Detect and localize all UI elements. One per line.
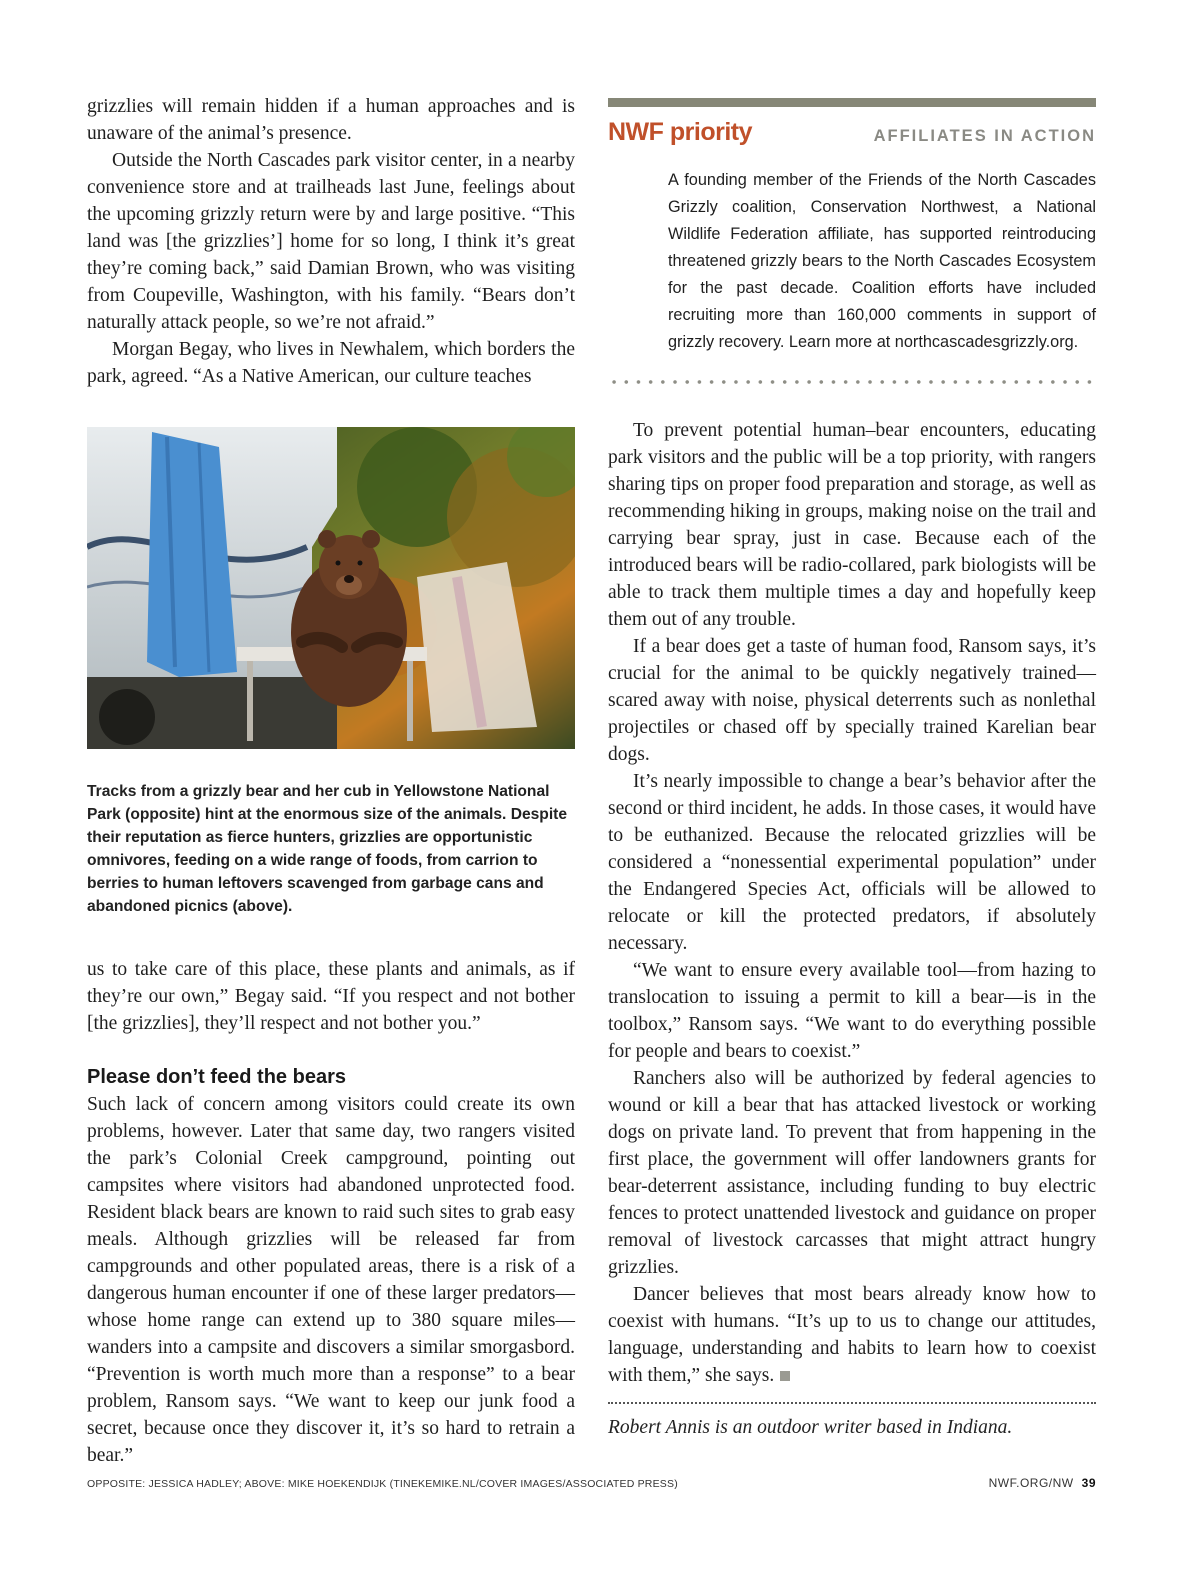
body-paragraph: Ranchers also will be authorized by federal agencies to wound or kill a bear that has attacked livestock or working dogs on private land. To prevent that from happening in the first place, the government will offer landowners grants for bear-deterrent assistance, including funding to buy electric fences to protect unattended livestock and guidance on proper removal of livestock carcasses that might attract hungry grizzlies. <box>608 1068 1096 1278</box>
body-paragraph: grizzlies will remain hidden if a human approaches and is unaware of the animal’s presence. <box>87 96 575 144</box>
end-mark-icon <box>780 1371 790 1381</box>
final-paragraph-text: Dancer believes that most bears already know how to coexist with humans. “It’s up to us to change our attitudes, language, understanding and habits to learn how to coexist with them,” she says. <box>608 1284 1096 1386</box>
photo-credits: OPPOSITE: JESSICA HADLEY; ABOVE: MIKE HOEKENDIJK (TINEKEMIKE.NL/COVER IMAGES/ASSOCIATED PRESS) <box>87 1478 678 1490</box>
page-number: 39 <box>1081 1476 1096 1490</box>
body-paragraph: Such lack of concern among visitors could create its own problems, however. Later that same day, two rangers visited the park’s Colonial Creek campground, pointing out campsites where visitors had abandoned unprotected food. Resident black bears are known to raid such sites to grab easy meals. Although grizzlies will be released far from campgrounds and other populated areas, there is a risk of a dangerous human encounter if one of these larger predators—whose home range can extend up to 380 square miles—wanders into a campsite and discovers a similar smorgasbord. “Prevention is worth much more than a response” to a bear problem, Ransom says. “We want to keep our junk food a secret, because once they discover it, it’s so hard to retrain a bear.” <box>87 1094 575 1466</box>
body-paragraph: “We want to ensure every available tool—from hazing to translocation to issuing a permit to kill a bear—is in the toolbox,” Ransom says. “We want to do everything possible for people and bears to coexist.” <box>608 960 1096 1062</box>
site-url: NWF.ORG/NW <box>988 1476 1074 1490</box>
sidebar-top-rule <box>608 98 1096 107</box>
sidebar-body: A founding member of the Friends of the North Cascades Grizzly coalition, Conservation Northwest, a National Wildlife Federation affiliate, has supported reintroducing threatened grizzly bears to the North Cascades Ecosystem for the past decade. Coalition efforts have included recruiting more than 160,000 comments in support of grizzly recovery. Learn more at northcascadesgrizzly.org. <box>668 171 1096 351</box>
section-subhead: Please don’t feed the bears <box>87 1066 346 1088</box>
photo-caption: Tracks from a grizzly bear and her cub in Yellowstone National Park (opposite) hint at the enormous size of the animals. Despite their reputation as fierce hunters, grizzlies are opportunistic omnivores, feeding on a wide range of foods, from carrion to berries to human leftovers scavenged from garbage cans and abandoned picnics (above). <box>87 783 568 915</box>
left-column-bottom <box>87 956 575 1469</box>
sidebar-title: NWF priority <box>608 118 752 146</box>
body-paragraph: To prevent potential human–bear encounters, educating park visitors and the public will be a top priority, with rangers sharing tips on proper food preparation and storage, as well as recommending hiking in groups, making noise on the trail and carrying bear spray, just in case. Because each of the introduced bears will be radio-collared, park biologists will be able to track them multiple times a day and hopefully keep them out of any trouble. <box>608 420 1096 630</box>
body-paragraph: Outside the North Cascades park visitor center, in a nearby convenience store and at trailheads last June, feelings about the upcoming grizzly return were by and large positive. “This land was [the grizzlies’] home for so long, I think it’s great they’re coming back,” said Damian Brown, who was visiting from Coupeville, Washington, with his family. “Bears don’t naturally attack people, so we’re not afraid.” <box>87 150 575 333</box>
body-paragraph: It’s nearly impossible to change a bear’s behavior after the second or third incident, he adds. In those cases, it would have to be euthanized. Because the relocated grizzlies will be considered a “nonessential experimental population” under the Endangered Species Act, officials will be allowed to relocate or kill the protected predators, if absolutely necessary. <box>608 771 1096 954</box>
body-paragraph: Morgan Begay, who lives in Newhalem, which borders the park, agreed. “As a Native American, our culture teaches <box>87 339 575 387</box>
left-column-top <box>87 93 575 390</box>
footer-folio <box>989 1476 1096 1490</box>
byline-rule <box>608 1402 1096 1406</box>
body-paragraph: us to take care of this place, these plants and animals, as if they’re our own,” Begay said. “If you respect and not bother [the grizzlies], they’ll respect and not bother you.” <box>87 959 575 1034</box>
body-paragraph: If a bear does get a taste of human food, Ransom says, it’s crucial for the animal to be quickly negatively trained—scared away with noise, physical deterrents such as nonlethal projectiles or chased off by specially trained Karelian bear dogs. <box>608 636 1096 765</box>
final-paragraph <box>608 1281 1096 1389</box>
author-byline: Robert Annis is an outdoor writer based in Indiana. <box>608 1417 1013 1438</box>
sidebar-dotted-rule <box>608 378 1096 386</box>
right-column <box>608 417 1096 1389</box>
sidebar-label: AFFILIATES IN ACTION <box>873 127 1096 145</box>
grizzly-photo <box>87 427 575 749</box>
